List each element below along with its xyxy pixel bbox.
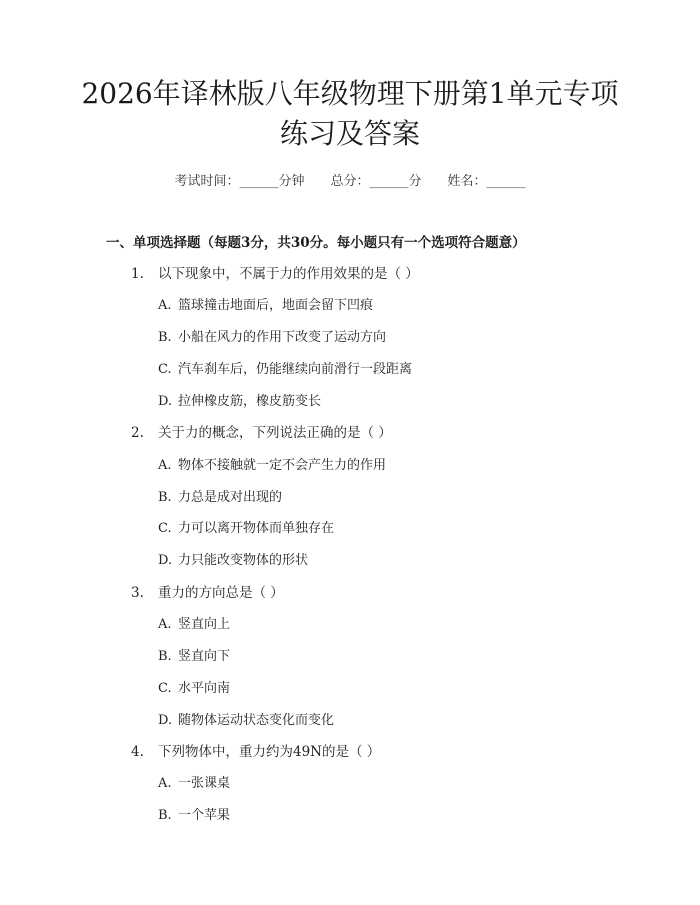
option-1a	[158, 294, 373, 313]
question-4	[131, 740, 380, 760]
option-text: 竖直向下	[178, 649, 231, 664]
section-heading: 一、单项选择题（每题3分，共30分。每小题只有一个选项符合题意）	[106, 235, 526, 251]
question-2	[131, 421, 392, 441]
option-2c	[158, 517, 334, 536]
option-text: 小船在风力的作用下改变了运动方向	[178, 330, 387, 345]
student-name: 姓名：______	[447, 174, 526, 189]
option-letter: C.	[158, 681, 172, 696]
title-line-2: 练习及答案	[279, 117, 420, 150]
option-text: 篮球撞击地面后，地面会留下凹痕	[178, 298, 374, 313]
question-text: 重力的方向总是（ ）	[158, 585, 284, 601]
exam-meta	[0, 170, 700, 189]
option-text: 力只能改变物体的形状	[178, 553, 309, 568]
option-text: 拉伸橡皮筋，橡皮筋变长	[178, 394, 322, 409]
question-text: 以下现象中，不属于力的作用效果的是（ ）	[158, 266, 419, 282]
question-3	[131, 581, 284, 601]
option-2d	[158, 549, 308, 568]
question-1	[131, 262, 419, 282]
option-text: 随物体运动状态变化而变化	[178, 713, 335, 728]
question-text: 关于力的概念，下列说法正确的是（ ）	[158, 425, 392, 441]
option-text: 汽车刹车后，仍能继续向前滑行一段距离	[178, 362, 413, 377]
option-3b	[158, 645, 230, 664]
option-text: 物体不接触就一定不会产生力的作用	[178, 458, 387, 473]
option-4b	[158, 804, 230, 823]
option-letter: A.	[158, 458, 172, 473]
option-letter: A.	[158, 776, 172, 791]
option-1d	[158, 390, 321, 409]
option-text: 水平向南	[178, 681, 231, 696]
question-number: 2.	[131, 425, 144, 441]
option-letter: C.	[158, 521, 172, 536]
question-number: 3.	[131, 585, 144, 601]
option-letter: D.	[158, 394, 173, 409]
option-letter: D.	[158, 713, 173, 728]
option-3a	[158, 613, 230, 632]
option-letter: C.	[158, 362, 172, 377]
option-2a	[158, 454, 386, 473]
exam-time: 考试时间：______分钟	[174, 174, 305, 189]
option-text: 一张课桌	[178, 776, 231, 791]
option-letter: A.	[158, 298, 172, 313]
option-2b	[158, 486, 282, 505]
option-text: 力总是成对出现的	[178, 490, 283, 505]
option-text: 力可以离开物体而单独存在	[178, 521, 335, 536]
document-title	[70, 74, 630, 154]
option-letter: B.	[158, 490, 172, 505]
option-text: 一个苹果	[178, 808, 231, 823]
option-letter: D.	[158, 553, 173, 568]
question-number: 4.	[131, 744, 144, 760]
question-number: 1.	[131, 266, 144, 282]
question-text: 下列物体中，重力约为49N的是（ ）	[158, 744, 381, 760]
option-letter: B.	[158, 649, 172, 664]
option-3c	[158, 677, 230, 696]
option-4a	[158, 772, 230, 791]
title-line-1: 2026年译林版八年级物理下册第1单元专项	[81, 77, 619, 110]
option-letter: A.	[158, 617, 172, 632]
option-text: 竖直向上	[178, 617, 231, 632]
option-3d	[158, 709, 334, 728]
option-1c	[158, 358, 412, 377]
total-score: 总分：______分	[330, 174, 422, 189]
option-letter: B.	[158, 330, 172, 345]
option-1b	[158, 326, 386, 345]
option-letter: B.	[158, 808, 172, 823]
